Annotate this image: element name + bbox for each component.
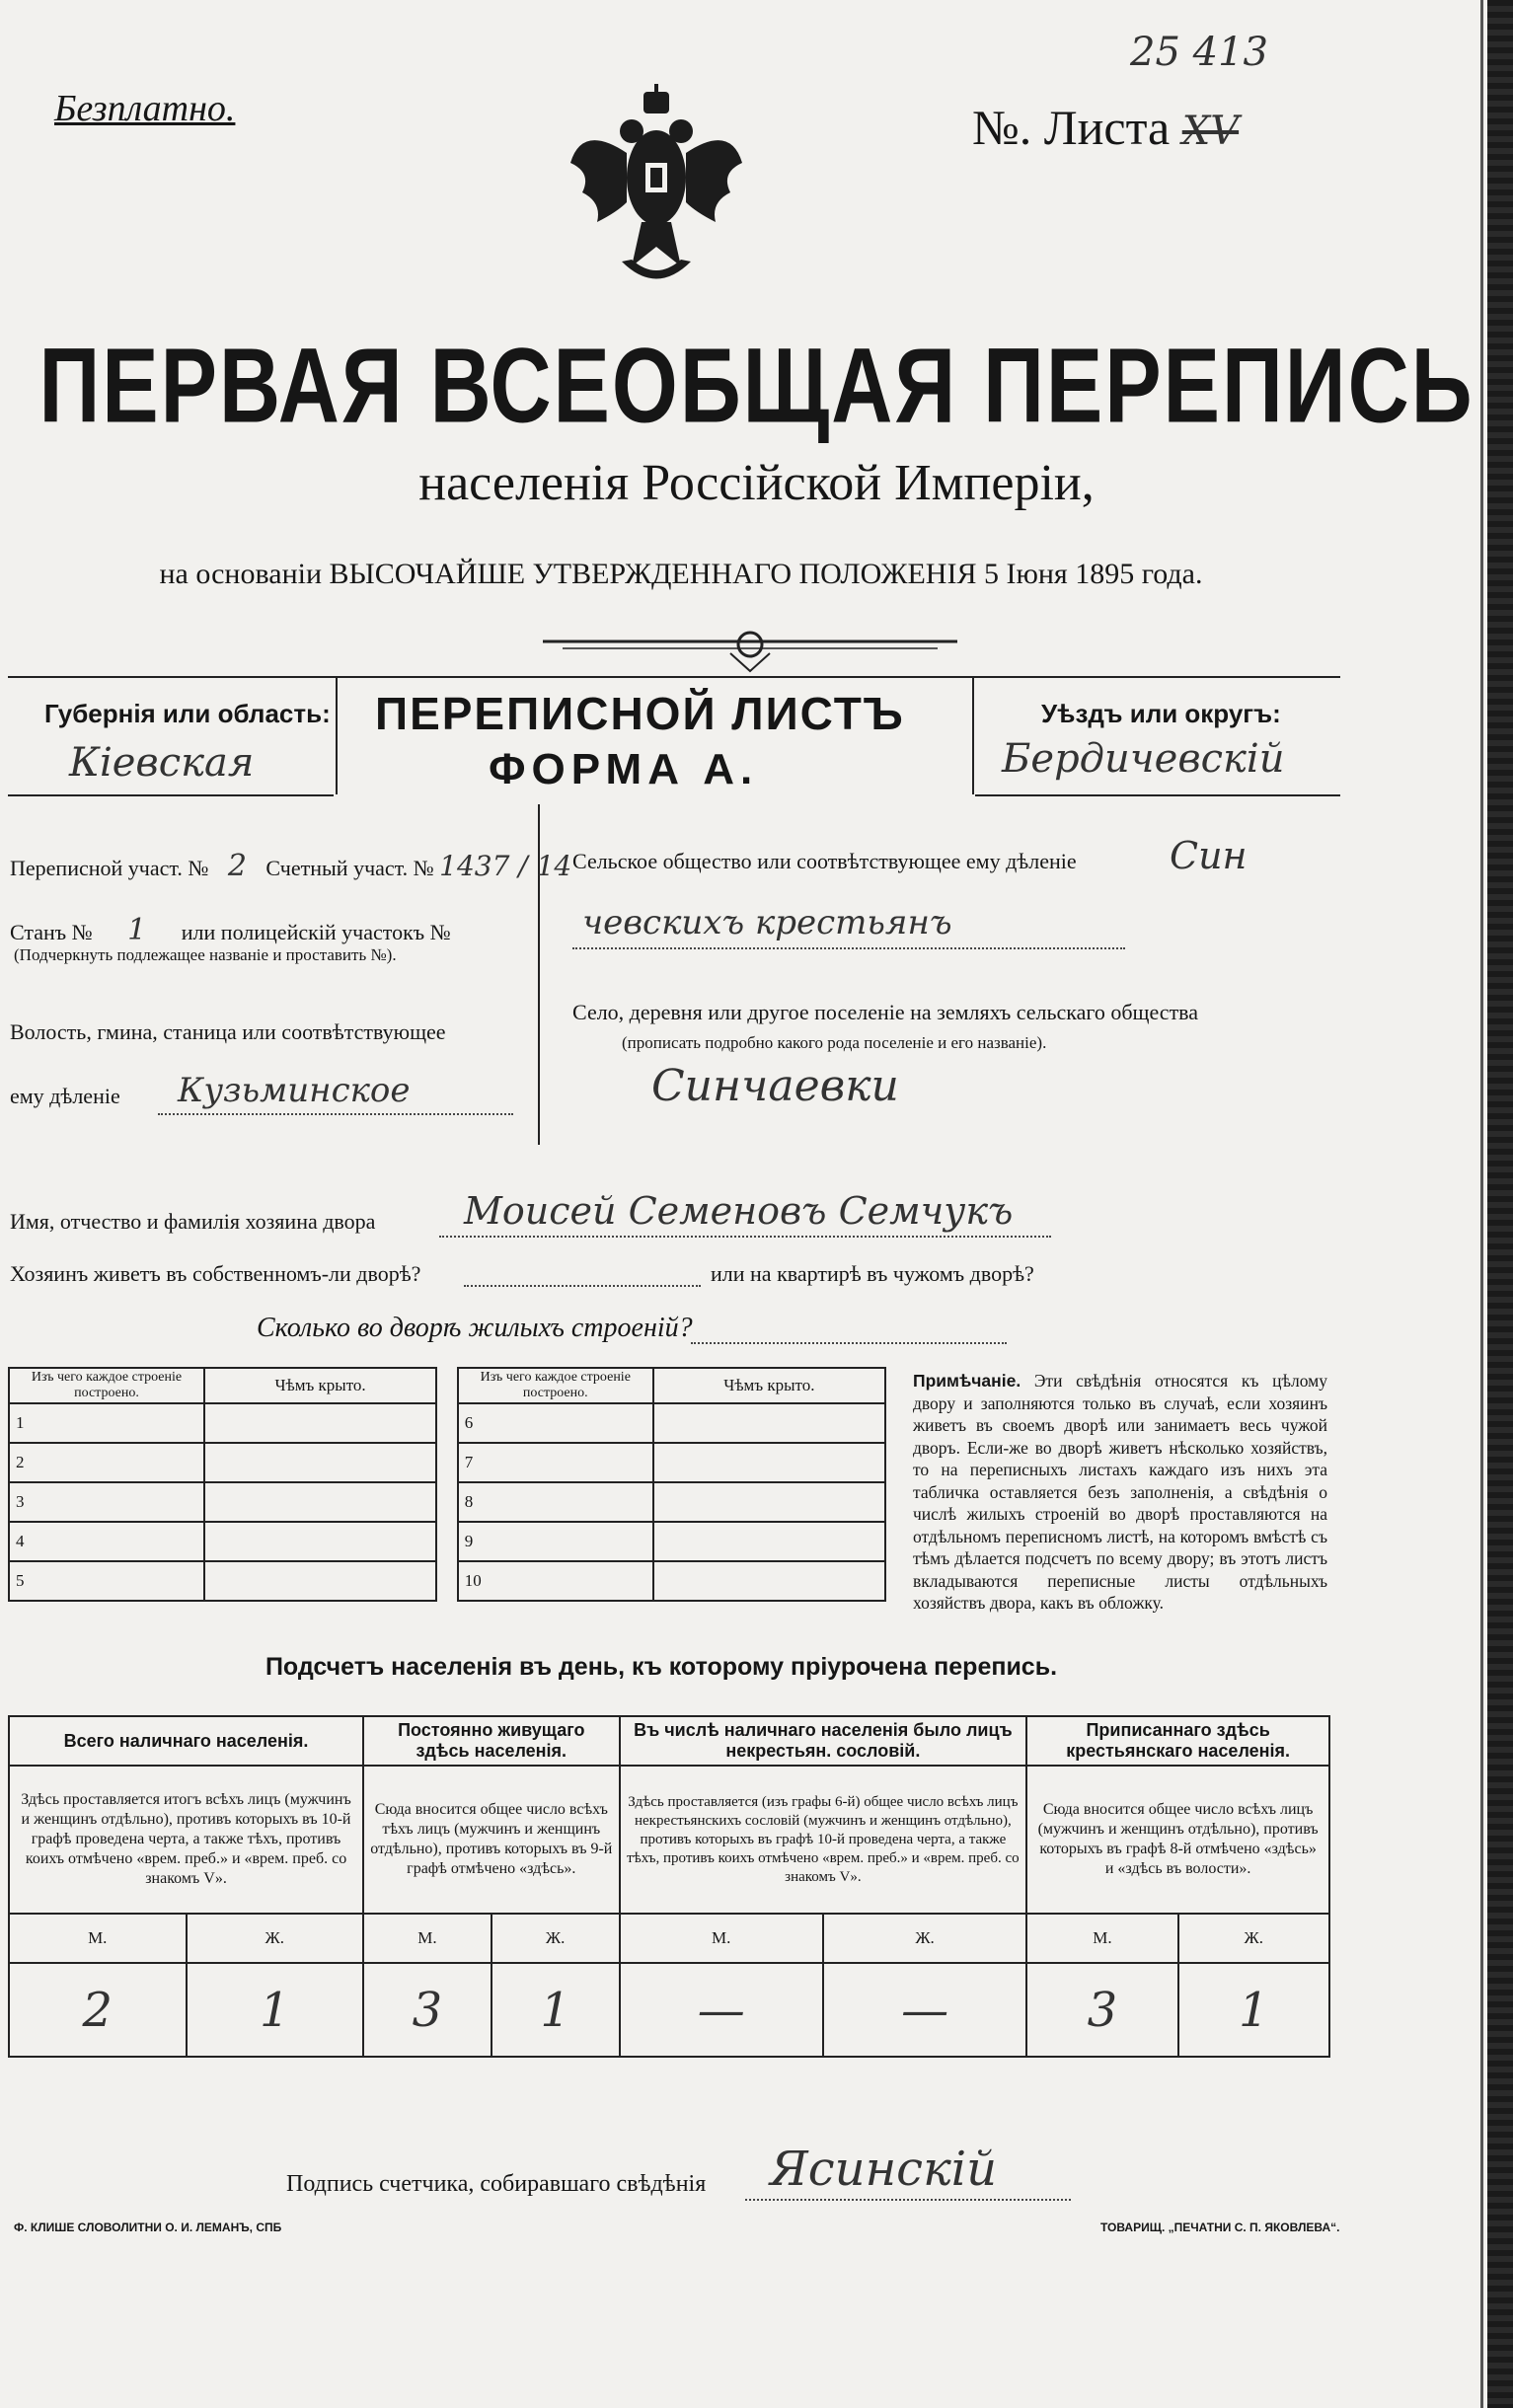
col-material-right: Изъ чего каждое строеніе построено. [458,1368,653,1403]
own-yard-label: Хозяинъ живетъ въ собственномъ-ли дворѣ? [10,1261,421,1286]
row-num: 9 [458,1522,653,1561]
sheet-number-text: №. Листа [972,100,1171,155]
buildings-table [8,1367,886,1602]
census-section-value: 2 [227,849,247,883]
zh-label: Ж. [492,1914,620,1963]
archive-number: 25 413 [1130,30,1268,75]
pop-value-zh-3: — [823,1963,1026,2057]
village-value: Синчаевки [651,1061,899,1111]
pop-value-zh-4: 1 [1178,1963,1329,2057]
row-num: 10 [458,1561,653,1601]
rented-label: или на квартирѣ въ чужомъ дворѣ? [711,1261,1034,1286]
printer-right: ТОВАРИЩ. „ПЕЧАТНИ С. П. ЯКОВЛЕВА“. [1100,2220,1340,2234]
population-heading: Подсчетъ населенія въ день, къ которому пріурочена перепись. [265,1653,1058,1681]
row-num: 3 [9,1482,204,1522]
counting-section-value: 1437 / 14 [439,850,572,882]
sheet-number-value: XV [1181,109,1240,154]
community-value-2: чевскихъ крестьянъ [582,903,952,942]
pop-col-desc-4: Сюда вносится общее число всѣхъ лицъ (мужчинъ и женщинъ отдѣльно), противъ которыхъ въ графѣ 8-й отмѣчено «здѣсь» и «здѣсь въ волости». [1026,1766,1329,1914]
county-label: Уѣздъ или округъ: [1041,699,1281,728]
pop-value-m-1: 2 [9,1963,187,2057]
zh-label: Ж. [187,1914,364,1963]
community-label: Сельское общество или соотвѣтствующее ему дѣленіе [572,849,1077,873]
signature-label: Подпись счетчика, собиравшаго свѣдѣнія [286,2171,707,2197]
free-label: Безплатно. [54,88,236,129]
row-num: 6 [458,1403,653,1443]
stan-label: Станъ № [10,920,93,944]
printer-left: Ф. КЛИШЕ СЛОВОЛИТНИ О. И. ЛЕМАНЪ, СПБ [14,2220,282,2234]
sheet-title: ПЕРЕПИСНОЙ ЛИСТЪ [375,688,905,739]
pop-value-m-3: — [620,1963,823,2057]
population-table [8,1715,1330,2058]
province-label: Губернія или область: [44,699,331,728]
signature-value: Ясинскій [770,2142,997,2197]
pop-col-desc-1: Здѣсь проставляется итогъ всѣхъ лицъ (мужчинъ и женщинъ отдѣльно), противъ которыхъ въ 10-й графѣ проведена черта, а также тѣхъ, противъ коихъ отмѣчено «врем. преб.» и «врем. преб. со знакомъ V». [9,1766,363,1914]
stan-note: (Подчеркнуть подлежащее названіе и проставить №). [14,945,397,964]
census-section-row [10,849,571,883]
pop-col-title-3: Въ числѣ наличнаго населенія было лицъ некрестьян. сословій. [620,1716,1027,1766]
row-num: 2 [9,1443,204,1482]
col-roof-right: Чѣмъ крыто. [653,1368,885,1403]
volost-value: Кузьминское [178,1071,411,1110]
pop-col-desc-3: Здѣсь проставляется (изъ графы 6-й) общее число всѣхъ лицъ некрестьянскихъ сословій (мужчинъ и женщинъ отдѣльно), противъ которыхъ въ графѣ 10-й проведена черта, а также тѣхъ, противъ коихъ отмѣчено «врем. преб.» и «врем. преб. со знакомъ V». [620,1766,1027,1914]
col-roof-left: Чѣмъ крыто. [204,1368,436,1403]
pop-col-title-4: Приписаннаго здѣсь крестьянскаго населенія. [1026,1716,1329,1766]
community-value-1: Син [1170,834,1248,877]
owner-name-label: Имя, отчество и фамилія хозяина двора [10,1209,376,1234]
m-label: М. [9,1914,187,1963]
m-label: М. [363,1914,492,1963]
row-num: 1 [9,1403,204,1443]
census-basis: на основаніи ВЫСОЧАЙШЕ УТВЕРЖДЕННАГО ПОЛОЖЕНІЯ 5 Іюня 1895 года. [159,558,1203,590]
province-value: Кіевская [69,740,255,786]
pop-col-title-2: Постоянно живущаго здѣсь населенія. [363,1716,619,1766]
row-num: 5 [9,1561,204,1601]
m-label: М. [1026,1914,1177,1963]
census-subtitle: населенія Россійской Имперіи, [418,455,1095,511]
village-note: (прописать подробно какого рода поселеніе и его названіе). [622,1033,1047,1052]
stan-value: 1 [127,913,147,947]
zh-label: Ж. [823,1914,1026,1963]
stan-row [10,913,451,947]
pop-col-title-1: Всего наличнаго населенія. [9,1716,363,1766]
ornament-divider [543,624,957,673]
pop-col-desc-2: Сюда вносится общее число всѣхъ тѣхъ лицъ (мужчинъ и женщинъ отдѣльно), противъ которыхъ въ 9-й графѣ отмѣчено «здѣсь». [363,1766,619,1914]
row-num: 8 [458,1482,653,1522]
census-section-label: Переписной участ. № [10,856,209,880]
pop-value-zh-1: 1 [187,1963,364,2057]
counting-section-label: Счетный участ. № [265,856,434,880]
village-label: Село, деревня или другое поселеніе на земляхъ сельскаго общества [572,1000,1199,1024]
volost-label-2: ему дѣленіе [10,1084,120,1108]
zh-label: Ж. [1178,1914,1329,1963]
double-headed-eagle-emblem [563,84,750,296]
pop-value-m-2: 3 [363,1963,492,2057]
county-value: Бердичевскій [1002,736,1285,782]
pop-value-zh-2: 1 [492,1963,620,2057]
row-num: 7 [458,1443,653,1482]
note-block [913,1370,1327,1615]
owner-name-value: Моисей Семеновъ Семчукъ [464,1189,1014,1233]
buildings-question: Сколько во дворѣ жилыхъ строеній? [257,1313,693,1343]
note-heading: Примѣчаніе. [913,1371,1021,1391]
police-label: или полицейскій участокъ № [181,920,451,944]
m-label: М. [620,1914,823,1963]
census-title: ПЕРВАЯ ВСЕОБЩАЯ ПЕРЕПИСЬ [38,327,1475,446]
volost-label-1: Волость, гмина, станица или соотвѣтствующее [10,1019,446,1044]
pop-value-m-4: 3 [1026,1963,1177,2057]
sheet-number-label [972,99,1239,156]
row-num: 4 [9,1522,204,1561]
col-material-left: Изъ чего каждое строеніе построено. [9,1368,204,1403]
form-name: ФОРМА А. [489,745,759,793]
note-text: Эти свѣдѣнія относятся къ цѣлому двору и заполняются только въ случаѣ, если хозяинъ живетъ въ своемъ дворѣ или занимаетъ весь чужой дворъ. Если-же во дворѣ живетъ нѣсколько хозяйствъ, то на переписныхъ листахъ каждаго изъ нихъ эта табличка оставляется безъ заполненія, а свѣдѣнія о числѣ жилыхъ строеній во дворѣ проставляются на отдѣльномъ переписномъ листѣ, на которомъ вмѣстѣ съ тѣмъ дѣлается подсчетъ по всему двору; въ этотъ листъ вкладываются переписные листы отдѣльныхъ хозяйствъ двора, какъ въ обложку. [913,1371,1327,1613]
